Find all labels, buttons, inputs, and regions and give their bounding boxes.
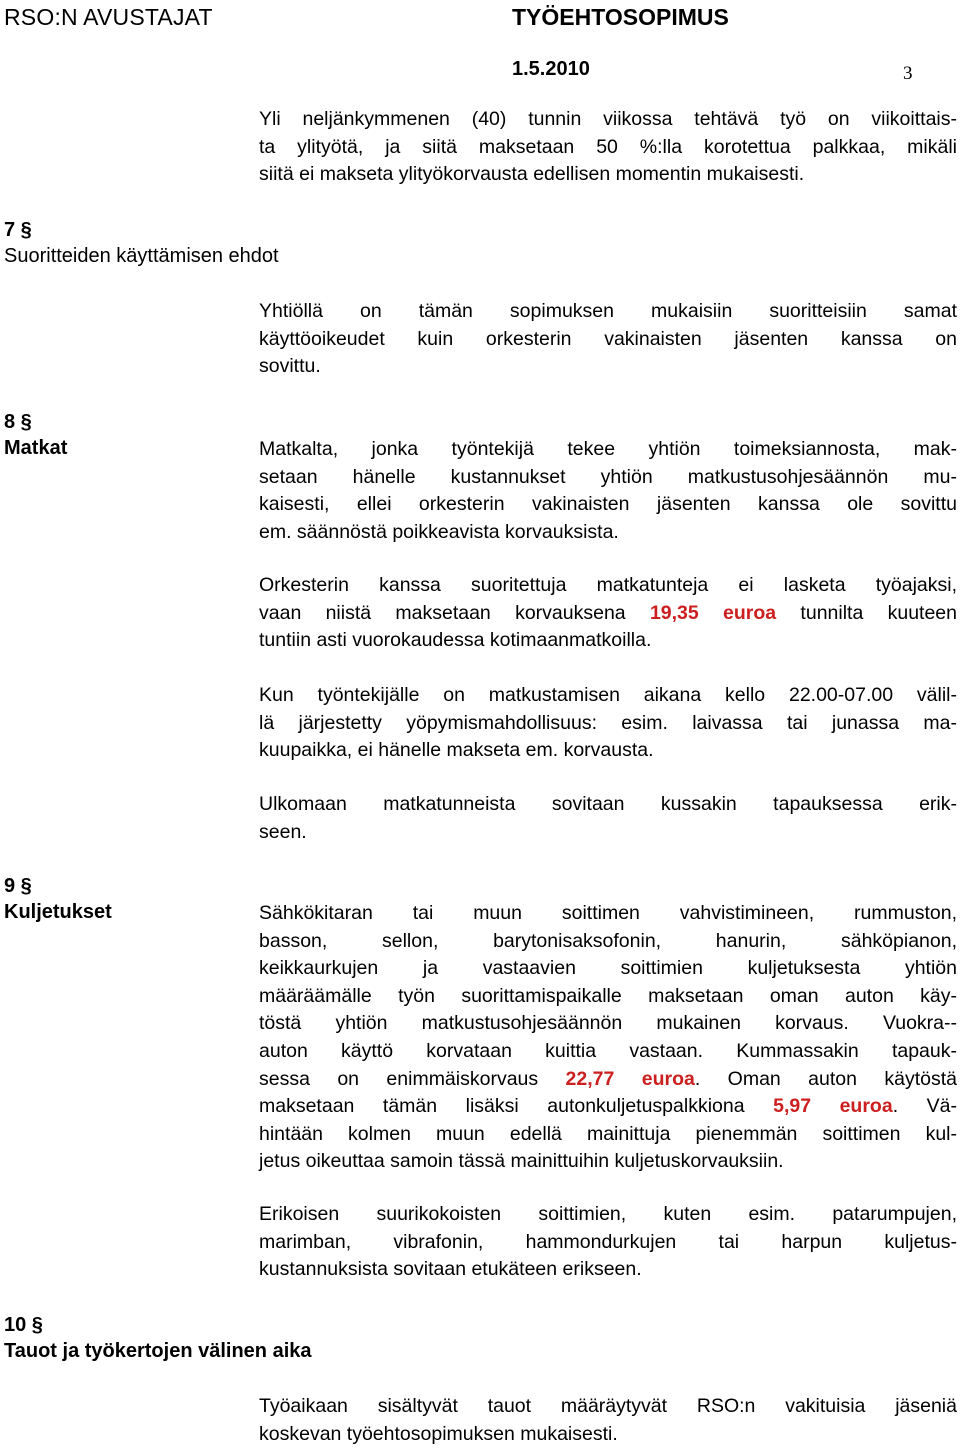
text-line: setaan hänelle kustannukset yhtiön matkustusohjesäännön mu- [259, 465, 957, 488]
text-line: kustannuksista sovitaan etukäteen erikseen. [259, 1258, 642, 1281]
text-line: auton käyttö korvataan kuittia vastaan. Kummassakin tapauk- [259, 1039, 957, 1062]
text-line: tuntiin asti vuorokaudessa kotimaanmatkoilla. [259, 629, 652, 652]
text-line: käyttöoikeudet kuin orkesterin vakinaisten jäsenten kanssa on [259, 327, 957, 350]
text-line: siitä ei makseta ylityökorvausta edellisen momentin mukaisesti. [259, 163, 805, 186]
page-number: 3 [903, 63, 913, 84]
text-line: hintään kolmen muun edellä mainittuja pienemmän soittimen kul- [259, 1122, 957, 1145]
header-organization: RSO:N AVUSTAJAT [4, 4, 213, 30]
header-document-title: TYÖEHTOSOPIMUS [512, 4, 729, 30]
paragraph-travel-hours [259, 572, 957, 655]
text-segment: vaan niistä maksetaan korvauksena [259, 601, 650, 624]
text-segment: . Vä- [892, 1095, 957, 1118]
text-line: marimban, vibrafonin, hammondurkujen tai harpun kuljetus- [259, 1230, 957, 1253]
text-line: kaisesti, ellei orkesterin vakinaisten jäsenten kanssa ole sovittu [259, 493, 957, 516]
text-segment: maksetaan tämän lisäksi autonkuljetuspalkkiona [259, 1095, 774, 1118]
section-10-heading [4, 1312, 312, 1364]
text-line: Yli neljänkymmenen (40) tunnin viikossa tehtävä työ on viikoittais- [259, 108, 957, 130]
text-line [259, 1066, 957, 1094]
text-line: ta ylityötä, ja siitä maksetaan 50 %:lla korotettua palkkaa, mikäli [259, 135, 957, 158]
text-line: em. säännöstä poikkeavista korvauksista. [259, 520, 619, 543]
amount-highlight: 19,35 euroa [649, 601, 777, 624]
paragraph-foreign-travel [259, 791, 957, 846]
section-title: Kuljetukset [4, 901, 112, 923]
text-segment: . Oman auton käytöstä [694, 1067, 957, 1090]
text-line: Ulkomaan matkatunneista sovitaan kussakin tapauksessa erik- [259, 793, 957, 815]
text-line: lä järjestetty yöpymismahdollisuus: esim. laivassa tai junassa ma- [259, 711, 957, 734]
text-line [259, 600, 957, 628]
paragraph-large-instruments [259, 1201, 957, 1284]
text-line: jetus oikeuttaa samoin tässä mainittuihin kuljetuskorvauksiin. [259, 1150, 784, 1173]
text-line [259, 1093, 957, 1121]
section-number: 7 § [4, 219, 32, 241]
text-line: Kun työntekijälle on matkustamisen aikana kello 22.00-07.00 välil- [259, 684, 957, 706]
text-line: määräämälle työn suorittamispaikalle maksetaan oman auton käy- [259, 984, 957, 1007]
section-number: 9 § [4, 875, 32, 897]
section-number: 10 § [4, 1314, 43, 1336]
text-line: sovittu. [259, 355, 321, 378]
paragraph-instrument-transport [259, 900, 957, 1176]
section-7-heading [4, 217, 279, 269]
text-line: Matkalta, jonka työntekijä tekee yhtiön toimeksiannosta, mak- [259, 438, 957, 460]
section-9-heading [4, 873, 112, 925]
section-number: 8 § [4, 411, 32, 433]
paragraph-travel-costs [259, 436, 957, 546]
section-title: Suoritteiden käyttämisen ehdot [4, 245, 279, 267]
text-line: Työaikaan sisältyvät tauot määräytyvät RSO:n vakituisia jäseniä [259, 1395, 957, 1417]
text-line: keikkaurkujen ja vastaavien soittimien kuljetuksesta yhtiön [259, 957, 957, 980]
text-line: Orkesterin kanssa suoritettuja matkatunteja ei lasketa työajaksi, [259, 574, 957, 596]
header-date: 1.5.2010 [512, 58, 590, 80]
amount-highlight: 22,77 euroa [565, 1067, 695, 1090]
section-8-heading [4, 409, 67, 461]
paragraph-breaks [259, 1393, 957, 1448]
text-line: töstä yhtiön matkustusohjesäännön mukainen korvaus. Vuokra-- [259, 1012, 957, 1035]
text-line: Sähkökitaran tai muun soittimen vahvistimineen, rummuston, [259, 902, 957, 924]
amount-highlight: 5,97 euroa [773, 1095, 893, 1118]
paragraph-overnight [259, 682, 957, 765]
text-line: koskevan työehtosopimuksen mukaisesti. [259, 1422, 618, 1445]
text-line: basson, sellon, barytonisaksofonin, hanurin, sähköpianon, [259, 929, 957, 952]
section-title: Matkat [4, 437, 68, 459]
paragraph-overtime [259, 106, 957, 189]
text-segment: tunnilta kuuteen [776, 601, 957, 624]
text-line: seen. [259, 820, 307, 843]
paragraph-usage-rights [259, 298, 957, 381]
text-line: Yhtiöllä on tämän sopimuksen mukaisiin suoritteisiin samat [259, 300, 957, 322]
section-title: Tauot ja työkertojen välinen aika [4, 1340, 312, 1362]
text-segment: sessa on enimmäiskorvaus [259, 1067, 566, 1090]
text-line: Erikoisen suurikokoisten soittimien, kuten esim. patarumpujen, [259, 1203, 957, 1225]
text-line: kuupaikka, ei hänelle makseta em. korvausta. [259, 739, 654, 762]
